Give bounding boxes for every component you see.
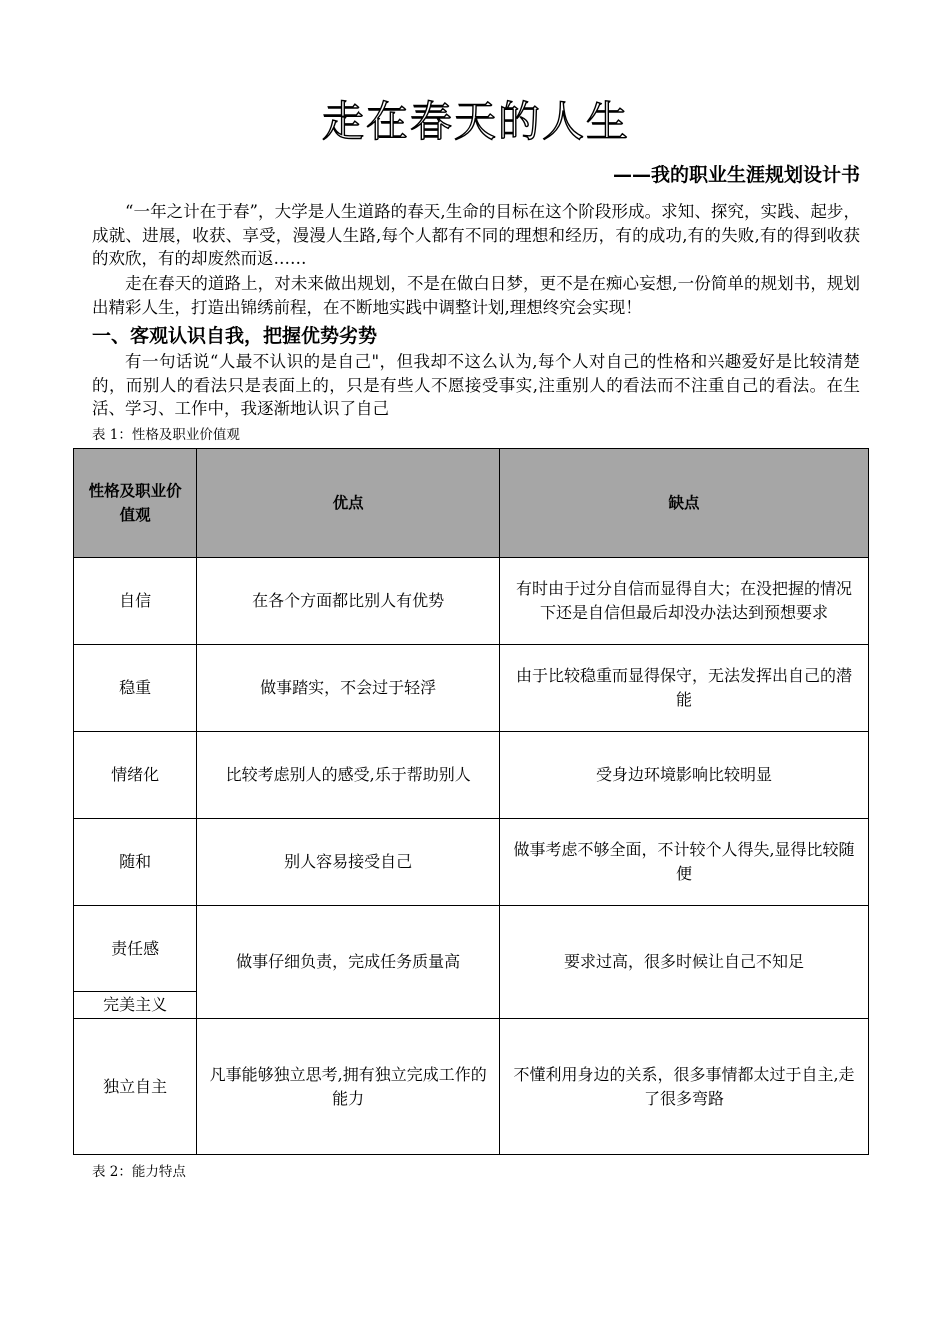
con-cell: 不懂利用身边的关系，很多事情都太过于自主,走了很多弯路: [500, 1019, 869, 1155]
document-subtitle: ——我的职业生涯规划设计书: [612, 164, 860, 186]
con-cell: 受身边环境影响比较明显: [500, 732, 869, 819]
section-paragraph: 有一句话说“人最不认识的是自己"，但我却不这么认为,每个人对自己的性格和兴趣爱好是比较清楚的，而别人的看法只是表面上的，只是有些人不愿接受事实,注重别人的看法而不注重自己的看法。在生活、学习、工作中，我逐渐地认识了自己: [92, 352, 860, 418]
header-cons: 缺点: [500, 449, 869, 558]
header-pros: 优点: [197, 449, 500, 558]
trait-cell-extra: 完美主义: [74, 992, 197, 1019]
con-cell: 要求过高，很多时候让自己不知足: [500, 906, 869, 1019]
table-header-row: [74, 449, 869, 558]
trait-cell: 随和: [74, 819, 197, 906]
personality-table: [73, 448, 869, 1155]
table-row: [74, 558, 869, 645]
table-row: [74, 906, 869, 992]
table-row: [74, 1019, 869, 1155]
trait-cell: 情绪化: [74, 732, 197, 819]
trait-cell: 责任感: [74, 906, 197, 992]
header-trait: 性格及职业价值观: [74, 449, 197, 558]
intro-paragraph-2: 走在春天的道路上，对未来做出规划，不是在做白日梦，更不是在痴心妄想,一份简单的规划书，规划出精彩人生，打造出锦绣前程，在不断地实践中调整计划,理想终究会实现！: [92, 274, 860, 317]
pro-cell: 在各个方面都比别人有优势: [197, 558, 500, 645]
trait-cell: 独立自主: [74, 1019, 197, 1155]
section-heading-1: 一、客观认识自我，把握优势劣势: [92, 325, 378, 347]
intro-paragraph-1: “一年之计在于春”，大学是人生道路的春天,生命的目标在这个阶段形成。求知、探究，实践、起步，成就、进展，收获、享受，漫漫人生路,每个人都有不同的理想和经历，有的成功,有的失败,有的得到收获的欢欣，有的却废然而返……: [92, 202, 860, 268]
pro-cell: 凡事能够独立思考,拥有独立完成工作的能力: [197, 1019, 500, 1155]
table-row: [74, 645, 869, 732]
table-row: [74, 819, 869, 906]
trait-cell: 稳重: [74, 645, 197, 732]
trait-cell: 自信: [74, 558, 197, 645]
con-cell: 有时由于过分自信而显得自大；在没把握的情况下还是自信但最后却没办法达到预想要求: [500, 558, 869, 645]
pro-cell: 做事仔细负责，完成任务质量高: [197, 906, 500, 1019]
table-row: [74, 732, 869, 819]
con-cell: 做事考虑不够全面，不计较个人得失,显得比较随便: [500, 819, 869, 906]
table2-caption: 表 2：能力特点: [92, 1164, 186, 1180]
pro-cell: 别人容易接受自己: [197, 819, 500, 906]
document-title: 走在春天的人生: [321, 97, 630, 146]
pro-cell: 比较考虑别人的感受,乐于帮助别人: [197, 732, 500, 819]
pro-cell: 做事踏实，不会过于轻浮: [197, 645, 500, 732]
con-cell: 由于比较稳重而显得保守，无法发挥出自己的潜能: [500, 645, 869, 732]
table1-caption: 表 1：性格及职业价值观: [92, 427, 240, 443]
